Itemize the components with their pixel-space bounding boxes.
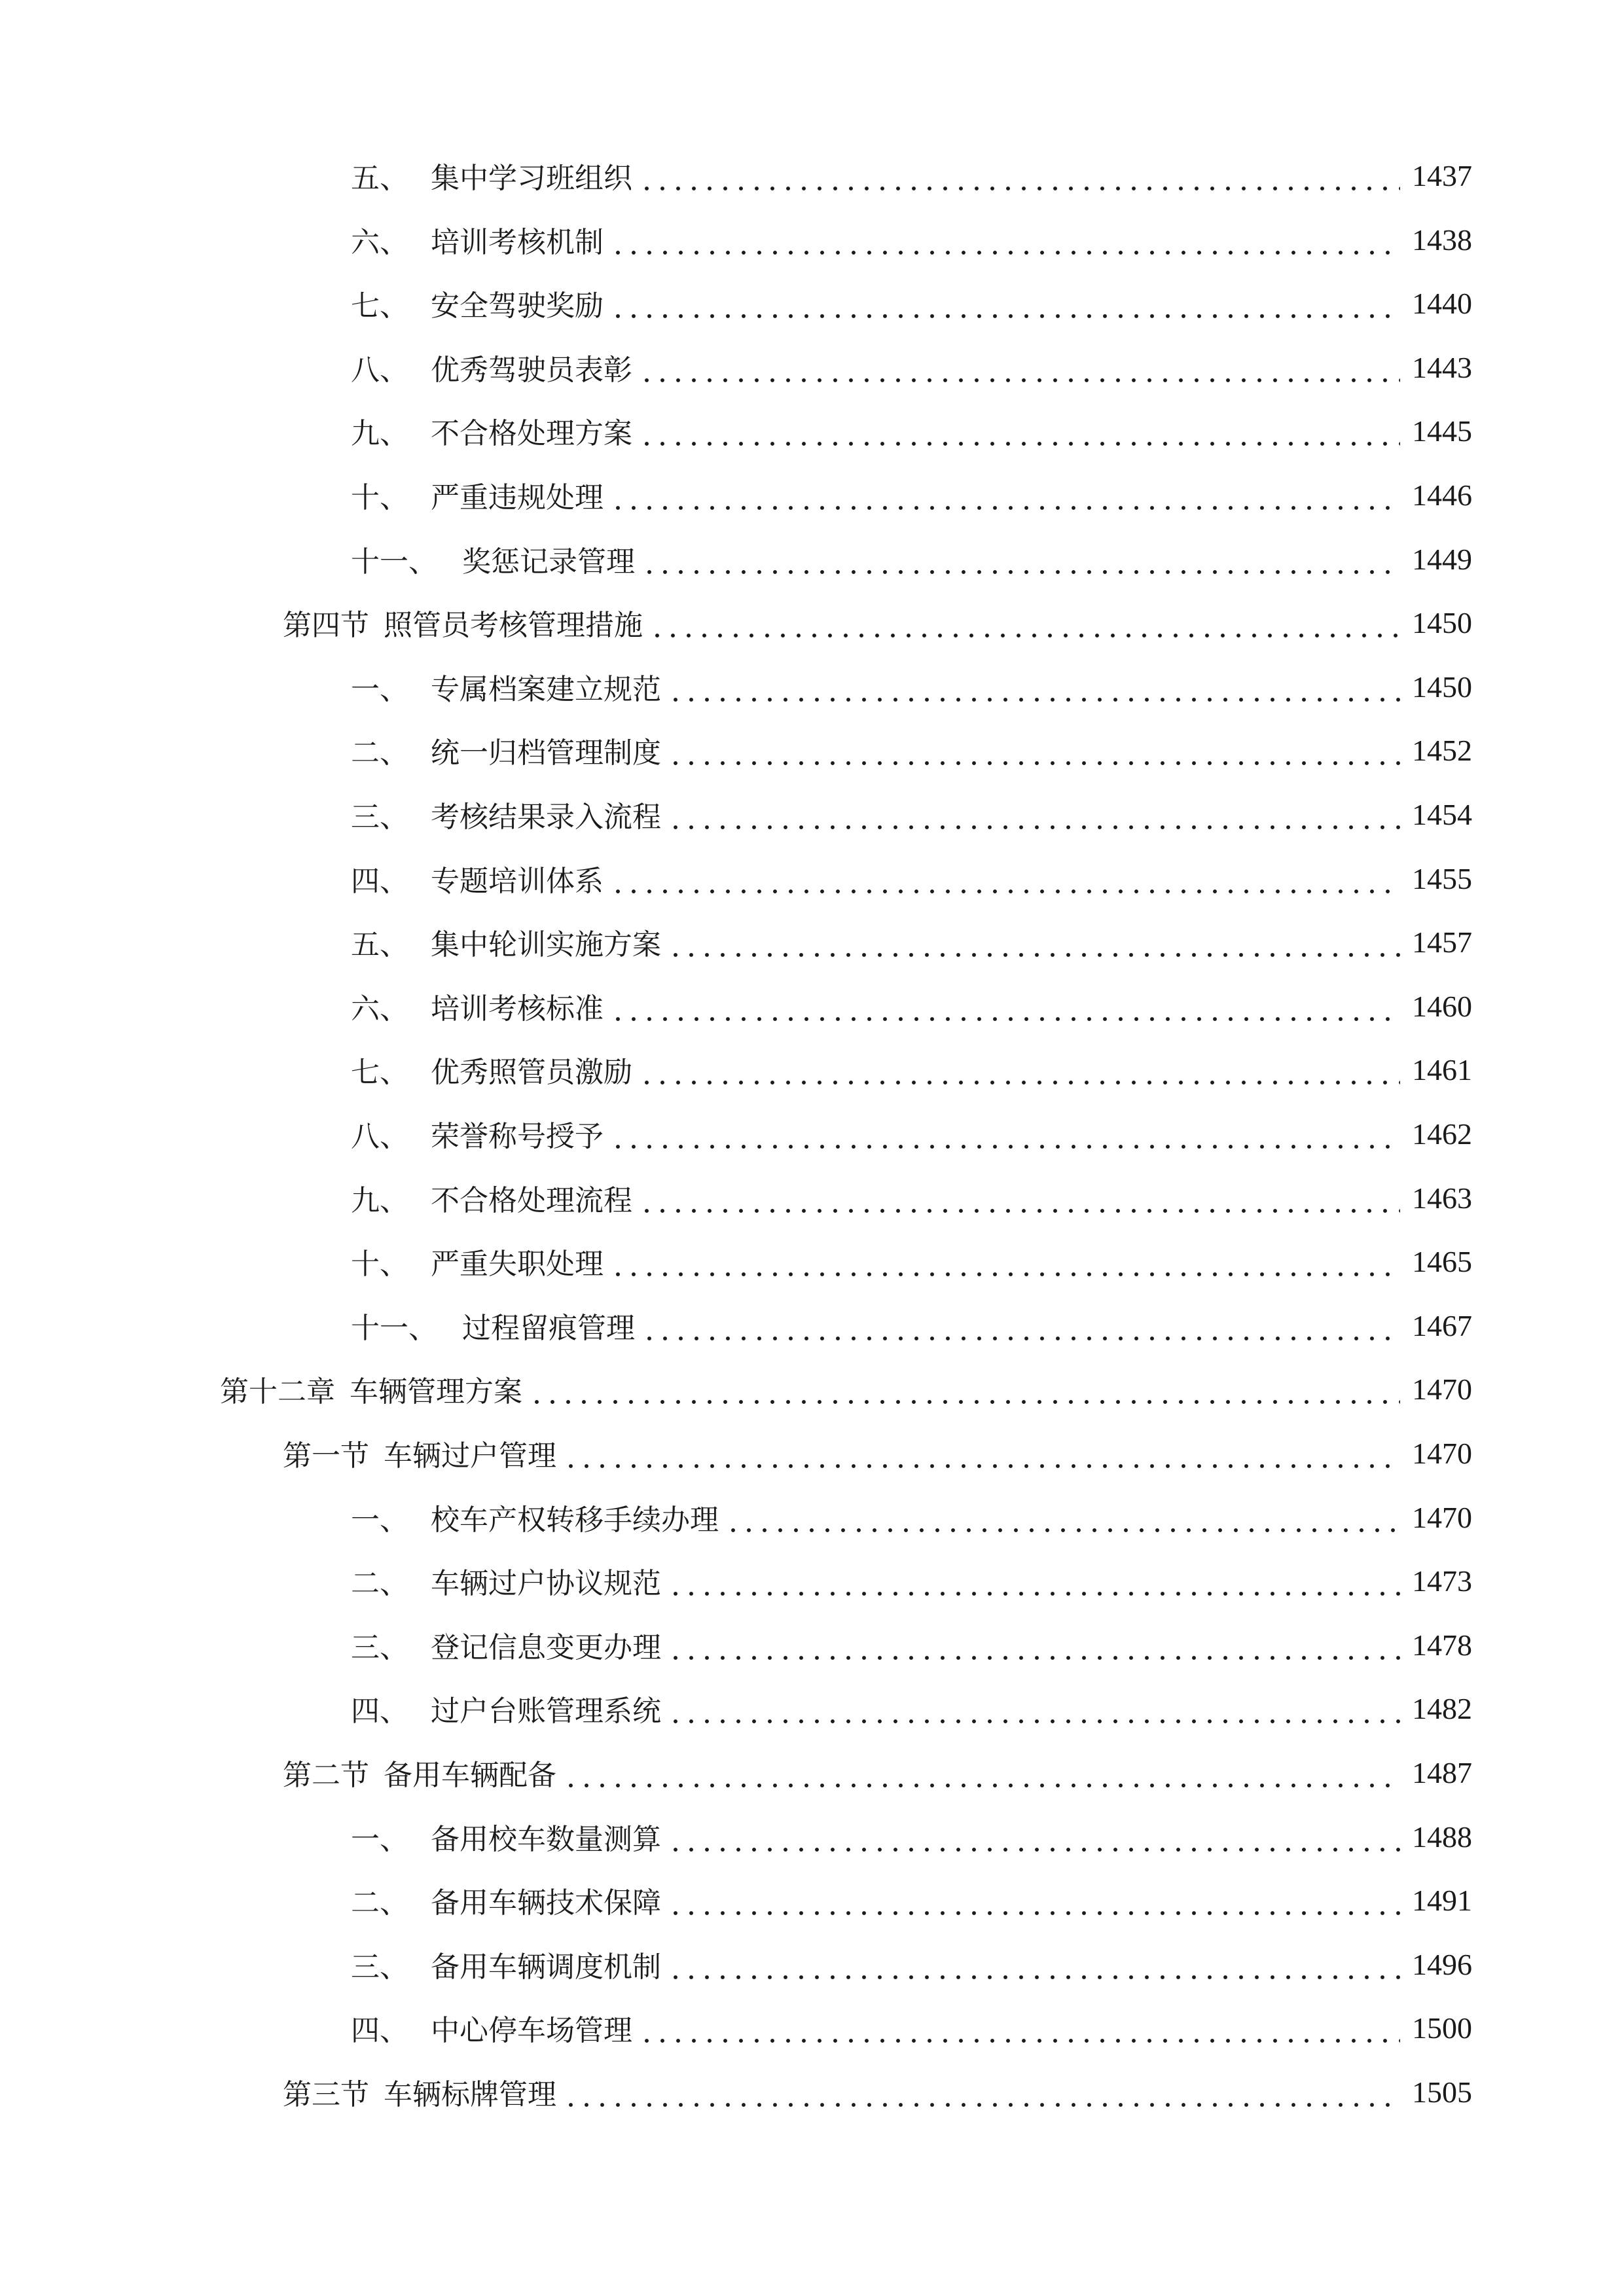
toc-dot-leader: [610, 859, 1400, 898]
toc-entry-page-number: 1455: [1412, 861, 1472, 895]
toc-entry[interactable]: [351, 1689, 1472, 1728]
toc-entry-page-number: 1437: [1412, 158, 1472, 192]
toc-entry-title: 严重违规处理: [431, 481, 604, 514]
toc-entry-number: 十一、: [351, 545, 437, 579]
toc-entry-page-number: 1465: [1412, 1244, 1472, 1278]
toc-entry-title: 备用校车数量测算: [431, 1823, 661, 1856]
toc-entry-number: 九、: [351, 417, 408, 450]
toc-entry-page-number: 1491: [1412, 1883, 1472, 1917]
toc-entry-title: 统一归档管理制度: [431, 736, 661, 770]
toc-entry-number: 第四节: [283, 609, 369, 642]
toc-entry[interactable]: [351, 220, 1472, 259]
toc-entry-title: 备用车辆调度机制: [431, 1950, 661, 1984]
toc-entry-title: 不合格处理方案: [431, 417, 632, 450]
toc-dot-leader: [639, 156, 1400, 195]
toc-entry[interactable]: [283, 1753, 1472, 1792]
toc-dot-leader: [639, 411, 1400, 450]
toc-entry-title: 集中轮训实施方案: [431, 928, 661, 961]
toc-entry[interactable]: [351, 1178, 1472, 1217]
toc-entry-page-number: 1440: [1412, 286, 1472, 320]
toc-entry-title: 不合格处理流程: [431, 1184, 632, 1217]
toc-entry-title: 严重失职处理: [431, 1247, 604, 1281]
toc-dot-leader: [639, 1178, 1400, 1217]
toc-entry[interactable]: [351, 1306, 1472, 1345]
toc-entry[interactable]: [351, 283, 1472, 323]
toc-entry-page-number: 1450: [1412, 670, 1472, 704]
toc-entry[interactable]: [283, 603, 1472, 642]
toc-entry-page-number: 1462: [1412, 1117, 1472, 1151]
toc-dot-leader: [610, 475, 1400, 514]
toc-entry-number: 四、: [351, 865, 408, 898]
toc-entry-number: 十一、: [351, 1312, 437, 1345]
toc-entry[interactable]: [351, 795, 1472, 834]
toc-entry-number: 十、: [351, 481, 408, 514]
toc-entry[interactable]: [351, 922, 1472, 961]
toc-entry[interactable]: [351, 1625, 1472, 1664]
toc-entry[interactable]: [351, 1242, 1472, 1281]
toc-entry-title: 过程留痕管理: [462, 1312, 635, 1345]
toc-entry-page-number: 1461: [1412, 1052, 1472, 1086]
toc-entry-number: 二、: [351, 736, 408, 770]
toc-entry-number: 七、: [351, 1056, 408, 1089]
toc-entry[interactable]: [351, 667, 1472, 706]
toc-entry-page-number: 1473: [1412, 1564, 1472, 1598]
toc-entry[interactable]: [351, 1050, 1472, 1089]
toc-entry[interactable]: [283, 2072, 1472, 2111]
toc-entry-title: 专属档案建立规范: [431, 673, 661, 706]
toc-entry-page-number: 1452: [1412, 733, 1472, 767]
toc-entry-number: 第三节: [283, 2078, 369, 2111]
toc-entry[interactable]: [220, 1369, 1472, 1408]
toc-dot-leader: [668, 730, 1400, 770]
toc-entry-number: 一、: [351, 1503, 408, 1537]
toc-entry-page-number: 1443: [1412, 350, 1472, 384]
toc-entry-title: 优秀驾驶员表彰: [431, 353, 632, 387]
toc-entry-page-number: 1467: [1412, 1308, 1472, 1342]
toc-entry-number: 第一节: [283, 1439, 369, 1473]
toc-entry[interactable]: [351, 1498, 1472, 1537]
toc-entry-title: 培训考核机制: [431, 226, 604, 259]
toc-entry-number: 八、: [351, 353, 408, 387]
toc-dot-leader: [610, 220, 1400, 259]
toc-entry-page-number: 1478: [1412, 1628, 1472, 1662]
toc-entry-number: 八、: [351, 1120, 408, 1153]
toc-entry-number: 六、: [351, 226, 408, 259]
toc-entry-page-number: 1470: [1412, 1500, 1472, 1534]
toc-dot-leader: [668, 795, 1400, 834]
toc-entry-page-number: 1500: [1412, 2011, 1472, 2045]
toc-entry-page-number: 1457: [1412, 925, 1472, 959]
toc-entry-title: 考核结果录入流程: [431, 800, 661, 834]
toc-entry-number: 二、: [351, 1886, 408, 1920]
toc-entry-title: 备用车辆技术保障: [431, 1886, 661, 1920]
toc-entry-number: 三、: [351, 800, 408, 834]
toc-entry-page-number: 1496: [1412, 1947, 1472, 1981]
toc-dot-leader: [529, 1369, 1400, 1408]
toc-entry-page-number: 1445: [1412, 414, 1472, 448]
toc-entry-number: 九、: [351, 1184, 408, 1217]
toc-entry[interactable]: [351, 475, 1472, 514]
toc-dot-leader: [639, 348, 1400, 387]
toc-entry-page-number: 1482: [1412, 1691, 1472, 1725]
toc-entry-number: 七、: [351, 289, 408, 323]
toc-entry-page-number: 1470: [1412, 1372, 1472, 1406]
toc-entry-number: 三、: [351, 1631, 408, 1664]
toc-dot-leader: [668, 1817, 1400, 1856]
toc-entry-title: 车辆管理方案: [350, 1375, 522, 1408]
toc-dot-leader: [610, 986, 1400, 1026]
toc-dot-leader: [668, 1561, 1400, 1600]
toc-entry-title: 中心停车场管理: [431, 2014, 632, 2047]
toc-dot-leader: [668, 1625, 1400, 1664]
toc-entry-title: 校车产权转移手续办理: [431, 1503, 719, 1537]
toc-entry-number: 四、: [351, 1695, 408, 1728]
toc-dot-leader: [649, 603, 1400, 642]
toc-entry-title: 优秀照管员激励: [431, 1056, 632, 1089]
toc-dot-leader: [563, 1753, 1400, 1792]
toc-entry[interactable]: [351, 1561, 1472, 1600]
toc-entry[interactable]: [351, 1817, 1472, 1856]
toc-entry-page-number: 1449: [1412, 542, 1472, 576]
toc-dot-leader: [639, 2008, 1400, 2047]
toc-entry[interactable]: [351, 730, 1472, 770]
toc-dot-leader: [641, 539, 1400, 579]
toc-dot-leader: [610, 1114, 1400, 1153]
toc-entry-page-number: 1460: [1412, 989, 1472, 1023]
toc-entry[interactable]: [351, 859, 1472, 898]
toc-dot-leader: [668, 667, 1400, 706]
toc-dot-leader: [668, 1880, 1400, 1920]
toc-entry-number: 五、: [351, 162, 408, 195]
toc-entry-page-number: 1446: [1412, 478, 1472, 512]
toc-entry-page-number: 1487: [1412, 1755, 1472, 1789]
toc-entry-number: 第十二章: [220, 1375, 335, 1408]
toc-entry-title: 过户台账管理系统: [431, 1695, 661, 1728]
toc-entry-title: 照管员考核管理措施: [384, 609, 643, 642]
toc-entry-title: 安全驾驶奖励: [431, 289, 604, 323]
toc-dot-leader: [668, 1689, 1400, 1728]
toc-entry-title: 专题培训体系: [431, 865, 604, 898]
toc-entry-number: 四、: [351, 2014, 408, 2047]
toc-dot-leader: [610, 283, 1400, 323]
toc-entry-page-number: 1450: [1412, 605, 1472, 639]
toc-entry[interactable]: [351, 1880, 1472, 1920]
toc-entry-number: 二、: [351, 1567, 408, 1600]
toc-entry[interactable]: [351, 1945, 1472, 1984]
toc-entry-number: 十、: [351, 1247, 408, 1281]
toc-dot-leader: [610, 1242, 1400, 1281]
toc-entry-page-number: 1505: [1412, 2075, 1472, 2109]
toc-dot-leader: [563, 1433, 1400, 1473]
toc-entry[interactable]: [351, 2008, 1472, 2047]
toc-entry-title: 车辆过户协议规范: [431, 1567, 661, 1600]
toc-dot-leader: [668, 1945, 1400, 1984]
toc-entry-title: 荣誉称号授予: [431, 1120, 604, 1153]
toc-entry-number: 五、: [351, 928, 408, 961]
toc-entry-number: 第二节: [283, 1759, 369, 1792]
toc-entry-number: 一、: [351, 1823, 408, 1856]
toc-entry[interactable]: [351, 411, 1472, 450]
toc-entry-page-number: 1488: [1412, 1820, 1472, 1854]
toc-entry-number: 一、: [351, 673, 408, 706]
toc-entry[interactable]: [351, 986, 1472, 1026]
toc-entry-title: 备用车辆配备: [384, 1759, 556, 1792]
toc-entry-page-number: 1470: [1412, 1436, 1472, 1470]
toc-entry-page-number: 1454: [1412, 797, 1472, 831]
toc-entry-title: 登记信息变更办理: [431, 1631, 661, 1664]
toc-entry-page-number: 1463: [1412, 1181, 1472, 1215]
toc-entry[interactable]: [283, 1433, 1472, 1473]
toc-entry[interactable]: [351, 348, 1472, 387]
toc-entry-page-number: 1438: [1412, 223, 1472, 257]
toc-dot-leader: [639, 1050, 1400, 1089]
toc-dot-leader: [641, 1306, 1400, 1345]
toc-entry[interactable]: [351, 1114, 1472, 1153]
toc-entry-number: 六、: [351, 992, 408, 1026]
toc-entry[interactable]: [351, 539, 1472, 579]
toc-entry-number: 三、: [351, 1950, 408, 1984]
toc-entry-title: 奖惩记录管理: [462, 545, 635, 579]
toc-entry-title: 车辆标牌管理: [384, 2078, 556, 2111]
toc-entry-title: 集中学习班组织: [431, 162, 632, 195]
toc-dot-leader: [668, 922, 1400, 961]
toc-entry-title: 车辆过户管理: [384, 1439, 556, 1473]
toc-entry-title: 培训考核标准: [431, 992, 604, 1026]
toc-dot-leader: [563, 2072, 1400, 2111]
toc-dot-leader: [725, 1498, 1400, 1537]
toc-entry[interactable]: [351, 156, 1472, 195]
